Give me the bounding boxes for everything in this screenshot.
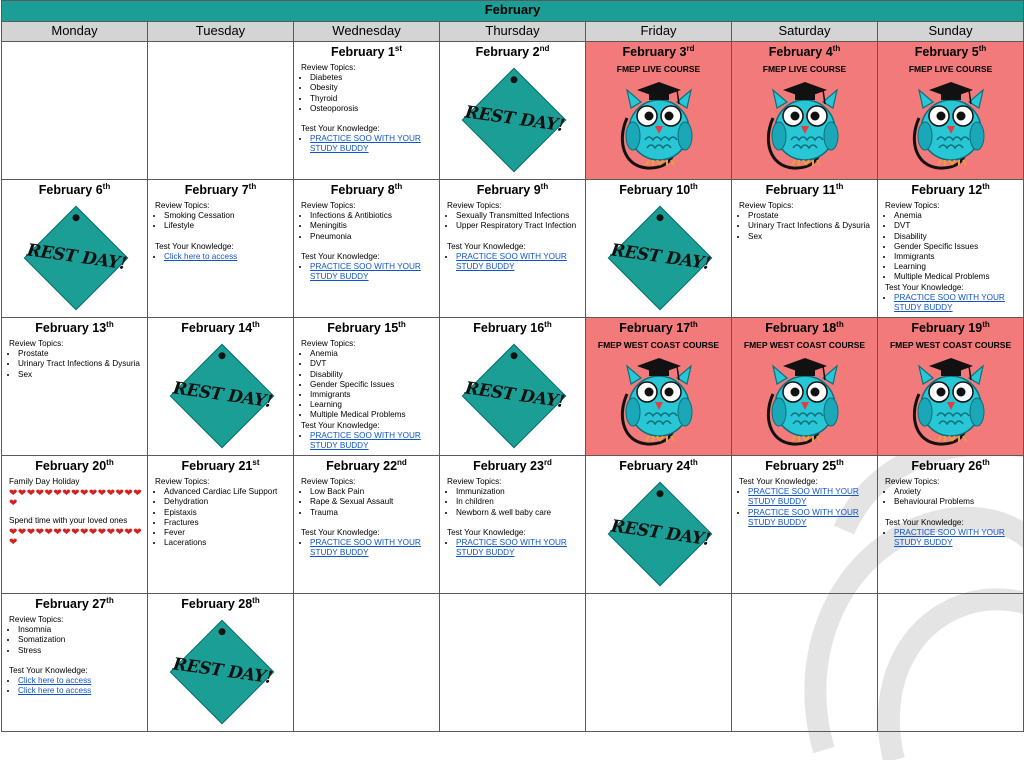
hearts-row: ❤❤❤❤❤❤❤❤❤❤❤❤❤❤❤❤ bbox=[9, 526, 143, 549]
practice-link[interactable]: PRACTICE SOO WITH YOUR STUDY BUDDY bbox=[894, 292, 1005, 313]
topic-list bbox=[447, 211, 581, 231]
empty-day-cell bbox=[878, 594, 1024, 732]
review-topics-label: Review Topics: bbox=[447, 201, 502, 210]
holiday-message: Spend time with your loved ones bbox=[9, 515, 128, 525]
course-label: FMEP LIVE COURSE bbox=[908, 64, 993, 74]
test-knowledge-label: Test Your Knowledge: bbox=[447, 527, 526, 537]
rest-day-sticker: REST DAY! bbox=[23, 205, 128, 310]
weekday-thursday: Thursday bbox=[440, 22, 586, 42]
day-cell-feb-8 bbox=[294, 180, 440, 318]
week-row-5 bbox=[2, 594, 1024, 732]
day-cell-feb-14 bbox=[148, 318, 294, 456]
topic-item: • Rape & Sexual Assault bbox=[310, 497, 435, 507]
topic-item: • Newborn & well baby care bbox=[456, 508, 581, 518]
day-date: February 11th bbox=[765, 181, 844, 197]
day-date: February 15th bbox=[327, 319, 406, 335]
topic-item: • Upper Respiratory Tract Infection bbox=[456, 221, 581, 231]
day-cell-feb-4 bbox=[732, 42, 878, 180]
day-cell-feb-5 bbox=[878, 42, 1024, 180]
review-topics-label: Review Topics: bbox=[155, 201, 210, 210]
topic-item: • Epistaxis bbox=[164, 508, 289, 518]
topic-item: • Lifestyle bbox=[164, 221, 289, 231]
day-date: February 9th bbox=[476, 181, 549, 197]
test-knowledge-label: Test Your Knowledge: bbox=[739, 477, 818, 486]
test-knowledge-label: Test Your Knowledge: bbox=[9, 665, 88, 675]
topic-item: • Immigrants bbox=[894, 252, 1019, 262]
test-knowledge-label: Test Your Knowledge: bbox=[155, 241, 234, 251]
day-cell-feb-11 bbox=[732, 180, 878, 318]
test-knowledge-label: Test Your Knowledge: bbox=[301, 251, 380, 261]
rest-day-sticker: REST DAY! bbox=[169, 343, 274, 448]
topic-item: • Pneumonia bbox=[310, 232, 435, 242]
day-cell-feb-18 bbox=[732, 318, 878, 456]
day-date: February 25th bbox=[765, 457, 844, 473]
test-knowledge-label: Test Your Knowledge: bbox=[301, 527, 380, 537]
topic-list bbox=[885, 211, 1019, 282]
review-topics-label: Review Topics: bbox=[885, 477, 940, 486]
week-row-1 bbox=[2, 42, 1024, 180]
day-cell-feb-13 bbox=[2, 318, 148, 456]
topic-list bbox=[155, 211, 289, 231]
day-date: February 19th bbox=[911, 319, 990, 335]
day-date: February 10th bbox=[619, 181, 698, 197]
day-date: February 28th bbox=[181, 595, 260, 611]
review-topics-label: Review Topics: bbox=[155, 477, 210, 486]
topic-item: • Immunization bbox=[456, 487, 581, 497]
topic-list bbox=[301, 349, 435, 420]
day-cell-feb-6 bbox=[2, 180, 148, 318]
day-date: February 5th bbox=[914, 43, 987, 59]
topic-item: • Osteoporosis bbox=[310, 104, 435, 114]
week-row-4 bbox=[2, 456, 1024, 594]
topic-list bbox=[739, 211, 873, 242]
owl-mascot-icon bbox=[613, 354, 705, 450]
owl-mascot-icon bbox=[905, 354, 997, 450]
topic-list bbox=[447, 487, 581, 518]
topic-item: • Lacerations bbox=[164, 538, 289, 548]
weekday-monday: Monday bbox=[2, 22, 148, 42]
topic-item: • Meningitis bbox=[310, 221, 435, 231]
topic-item: • Gender Specific Issues bbox=[894, 242, 1019, 252]
day-date: February 26th bbox=[911, 457, 990, 473]
rest-day-sticker: REST DAY! bbox=[169, 619, 274, 724]
day-cell-feb-21 bbox=[148, 456, 294, 594]
empty-day-cell bbox=[440, 594, 586, 732]
practice-link[interactable]: PRACTICE SOO WITH YOUR STUDY BUDDY bbox=[310, 538, 421, 558]
topic-item: • DVT bbox=[310, 359, 435, 369]
topic-item: • Anemia bbox=[894, 211, 1019, 221]
test-knowledge-label: Test Your Knowledge: bbox=[885, 282, 964, 292]
test-knowledge-label: Test Your Knowledge: bbox=[301, 124, 380, 134]
topic-item: • Somatization bbox=[18, 635, 143, 645]
day-date: February 12th bbox=[911, 181, 990, 197]
day-date: February 13th bbox=[35, 319, 114, 335]
day-date: February 4th bbox=[768, 43, 841, 59]
click-access-link[interactable]: Click here to access bbox=[18, 686, 92, 696]
rest-day-sticker: REST DAY! bbox=[461, 67, 566, 172]
review-topics-label: Review Topics: bbox=[301, 477, 356, 486]
day-cell-feb-24 bbox=[586, 456, 732, 594]
week-row-3 bbox=[2, 318, 1024, 456]
test-knowledge-label: Test Your Knowledge: bbox=[885, 517, 964, 527]
topic-item: • Trauma bbox=[310, 508, 435, 518]
topic-list bbox=[9, 349, 143, 380]
course-label: FMEP WEST COAST COURSE bbox=[743, 340, 866, 350]
day-date: February 18th bbox=[765, 319, 844, 335]
topic-item: • Prostate bbox=[748, 211, 873, 221]
topic-item: • Behavioural Problems bbox=[894, 497, 1019, 507]
practice-link[interactable]: PRACTICE SOO WITH YOUR STUDY BUDDY bbox=[310, 430, 421, 451]
topic-item: • DVT bbox=[894, 221, 1019, 231]
review-topics-label: Review Topics: bbox=[301, 339, 356, 348]
day-date: February 24th bbox=[619, 457, 698, 473]
rest-day-sticker: REST DAY! bbox=[461, 343, 566, 448]
day-date: February 16th bbox=[473, 319, 552, 335]
topic-item: • Obesity bbox=[310, 83, 435, 93]
weekday-sunday: Sunday bbox=[878, 22, 1024, 42]
day-date: February 27th bbox=[35, 595, 114, 611]
topic-item: • Advanced Cardiac Life Support bbox=[164, 487, 289, 497]
holiday-note: Family Day Holiday bbox=[9, 477, 80, 486]
owl-mascot-icon bbox=[905, 78, 997, 174]
weekday-header-row bbox=[2, 22, 1024, 42]
review-topics-label: Review Topics: bbox=[885, 201, 940, 210]
topic-item: • Anxiety bbox=[894, 487, 1019, 497]
topic-item: • Urinary Tract Infections & Dysuria bbox=[18, 359, 143, 369]
empty-day-cell bbox=[294, 594, 440, 732]
topic-item: • Multiple Medical Problems bbox=[310, 410, 435, 420]
day-date: February 22nd bbox=[326, 457, 407, 473]
topic-item: • Urinary Tract Infections & Dysuria bbox=[748, 221, 873, 231]
topic-item: • Sexually Transmitted Infections bbox=[456, 211, 581, 221]
day-cell-feb-19 bbox=[878, 318, 1024, 456]
empty-day-cell bbox=[732, 594, 878, 732]
topic-list bbox=[9, 625, 143, 656]
day-cell-feb-2 bbox=[440, 42, 586, 180]
owl-mascot-icon bbox=[759, 78, 851, 174]
day-date: February 17th bbox=[619, 319, 698, 335]
topic-list bbox=[301, 487, 435, 518]
review-topics-label: Review Topics: bbox=[447, 477, 502, 486]
day-date: February 7th bbox=[184, 181, 257, 197]
weekday-friday: Friday bbox=[586, 22, 732, 42]
day-date: February 21st bbox=[181, 457, 260, 473]
topic-item: • Learning bbox=[310, 400, 435, 410]
month-title: February bbox=[2, 1, 1024, 22]
topic-item: • Immigrants bbox=[310, 390, 435, 400]
hearts-row: ❤❤❤❤❤❤❤❤❤❤❤❤❤❤❤❤ bbox=[9, 488, 143, 510]
day-cell-feb-22 bbox=[294, 456, 440, 594]
day-cell-feb-3 bbox=[586, 42, 732, 180]
day-cell-feb-28 bbox=[148, 594, 294, 732]
review-topics-label: Review Topics: bbox=[9, 615, 64, 624]
review-topics-label: Review Topics: bbox=[301, 201, 356, 210]
day-cell-feb-7 bbox=[148, 180, 294, 318]
day-date: February 8th bbox=[330, 181, 403, 197]
day-date: February 3rd bbox=[622, 43, 695, 59]
topic-item: • Smoking Cessation bbox=[164, 211, 289, 221]
topic-item: • Thyroid bbox=[310, 94, 435, 104]
day-cell-feb-1 bbox=[294, 42, 440, 180]
course-label: FMEP WEST COAST COURSE bbox=[597, 340, 720, 350]
test-knowledge-label: Test Your Knowledge: bbox=[301, 420, 380, 430]
weekday-wednesday: Wednesday bbox=[294, 22, 440, 42]
topic-list bbox=[155, 487, 289, 548]
topic-list bbox=[301, 211, 435, 242]
topic-item: • Anemia bbox=[310, 349, 435, 359]
day-cell-feb-15 bbox=[294, 318, 440, 456]
topic-list bbox=[885, 487, 1019, 507]
topic-item: • Dehydration bbox=[164, 497, 289, 507]
practice-link[interactable]: PRACTICE SOO WITH YOUR STUDY BUDDY bbox=[894, 527, 1005, 548]
day-cell-feb-23 bbox=[440, 456, 586, 594]
day-date: February 2nd bbox=[475, 43, 550, 59]
topic-item: • Disability bbox=[894, 232, 1019, 242]
practice-link[interactable]: PRACTICE SOO WITH YOUR STUDY BUDDY bbox=[748, 507, 859, 527]
review-topics-label: Review Topics: bbox=[301, 63, 356, 72]
empty-day-cell bbox=[586, 594, 732, 732]
review-topics-label: Review Topics: bbox=[9, 339, 64, 348]
topic-item: • Sex bbox=[18, 370, 143, 380]
topic-item: • In children bbox=[456, 497, 581, 507]
calendar-grid bbox=[1, 0, 1024, 732]
topic-item: • Disability bbox=[310, 370, 435, 380]
day-cell-feb-16 bbox=[440, 318, 586, 456]
day-cell-feb-17 bbox=[586, 318, 732, 456]
day-cell-feb-10 bbox=[586, 180, 732, 318]
topic-list bbox=[301, 73, 435, 114]
week-row-2 bbox=[2, 180, 1024, 318]
practice-link[interactable]: PRACTICE SOO WITH YOUR STUDY BUDDY bbox=[310, 262, 421, 282]
review-topics-label: Review Topics: bbox=[739, 201, 794, 210]
day-cell-feb-25 bbox=[732, 456, 878, 594]
day-date: February 23rd bbox=[473, 457, 552, 473]
practice-link[interactable]: PRACTICE SOO WITH YOUR STUDY BUDDY bbox=[310, 134, 421, 154]
rest-day-sticker: REST DAY! bbox=[607, 481, 712, 586]
topic-item: • Learning bbox=[894, 262, 1019, 272]
topic-item: • Sex bbox=[748, 232, 873, 242]
topic-item: • Multiple Medical Problems bbox=[894, 272, 1019, 282]
click-access-link[interactable]: Click here to access bbox=[18, 676, 92, 686]
click-access-link[interactable]: Click here to access bbox=[164, 251, 238, 261]
day-cell-feb-12 bbox=[878, 180, 1024, 318]
topic-item: • Insomnia bbox=[18, 625, 143, 635]
topic-item: • Low Back Pain bbox=[310, 487, 435, 497]
topic-item: • Fever bbox=[164, 528, 289, 538]
course-label: FMEP WEST COAST COURSE bbox=[889, 340, 1012, 350]
day-cell-feb-9 bbox=[440, 180, 586, 318]
day-cell-feb-20 bbox=[2, 456, 148, 594]
course-label: FMEP LIVE COURSE bbox=[762, 64, 847, 74]
day-date: February 14th bbox=[181, 319, 260, 335]
topic-item: • Gender Specific Issues bbox=[310, 380, 435, 390]
day-cell-feb-26 bbox=[878, 456, 1024, 594]
weekday-saturday: Saturday bbox=[732, 22, 878, 42]
practice-link[interactable]: PRACTICE SOO WITH YOUR STUDY BUDDY bbox=[748, 487, 859, 507]
weekday-tuesday: Tuesday bbox=[148, 22, 294, 42]
day-date: February 6th bbox=[38, 181, 111, 197]
day-date: February 1st bbox=[330, 43, 403, 59]
practice-link[interactable]: PRACTICE SOO WITH YOUR STUDY BUDDY bbox=[456, 251, 567, 272]
day-date: February 20th bbox=[35, 457, 114, 473]
topic-item: • Stress bbox=[18, 646, 143, 656]
topic-item: • Diabetes bbox=[310, 73, 435, 83]
topic-item: • Fractures bbox=[164, 518, 289, 528]
practice-link[interactable]: PRACTICE SOO WITH YOUR STUDY BUDDY bbox=[456, 538, 567, 558]
owl-mascot-icon bbox=[613, 78, 705, 174]
day-cell-feb-27 bbox=[2, 594, 148, 732]
owl-mascot-icon bbox=[759, 354, 851, 450]
empty-day-cell bbox=[2, 42, 148, 180]
topic-item: • Prostate bbox=[18, 349, 143, 359]
rest-day-sticker: REST DAY! bbox=[607, 205, 712, 310]
topic-item: • Infections & Antibiotics bbox=[310, 211, 435, 221]
test-knowledge-label: Test Your Knowledge: bbox=[447, 241, 526, 251]
empty-day-cell bbox=[148, 42, 294, 180]
course-label: FMEP LIVE COURSE bbox=[616, 64, 701, 74]
